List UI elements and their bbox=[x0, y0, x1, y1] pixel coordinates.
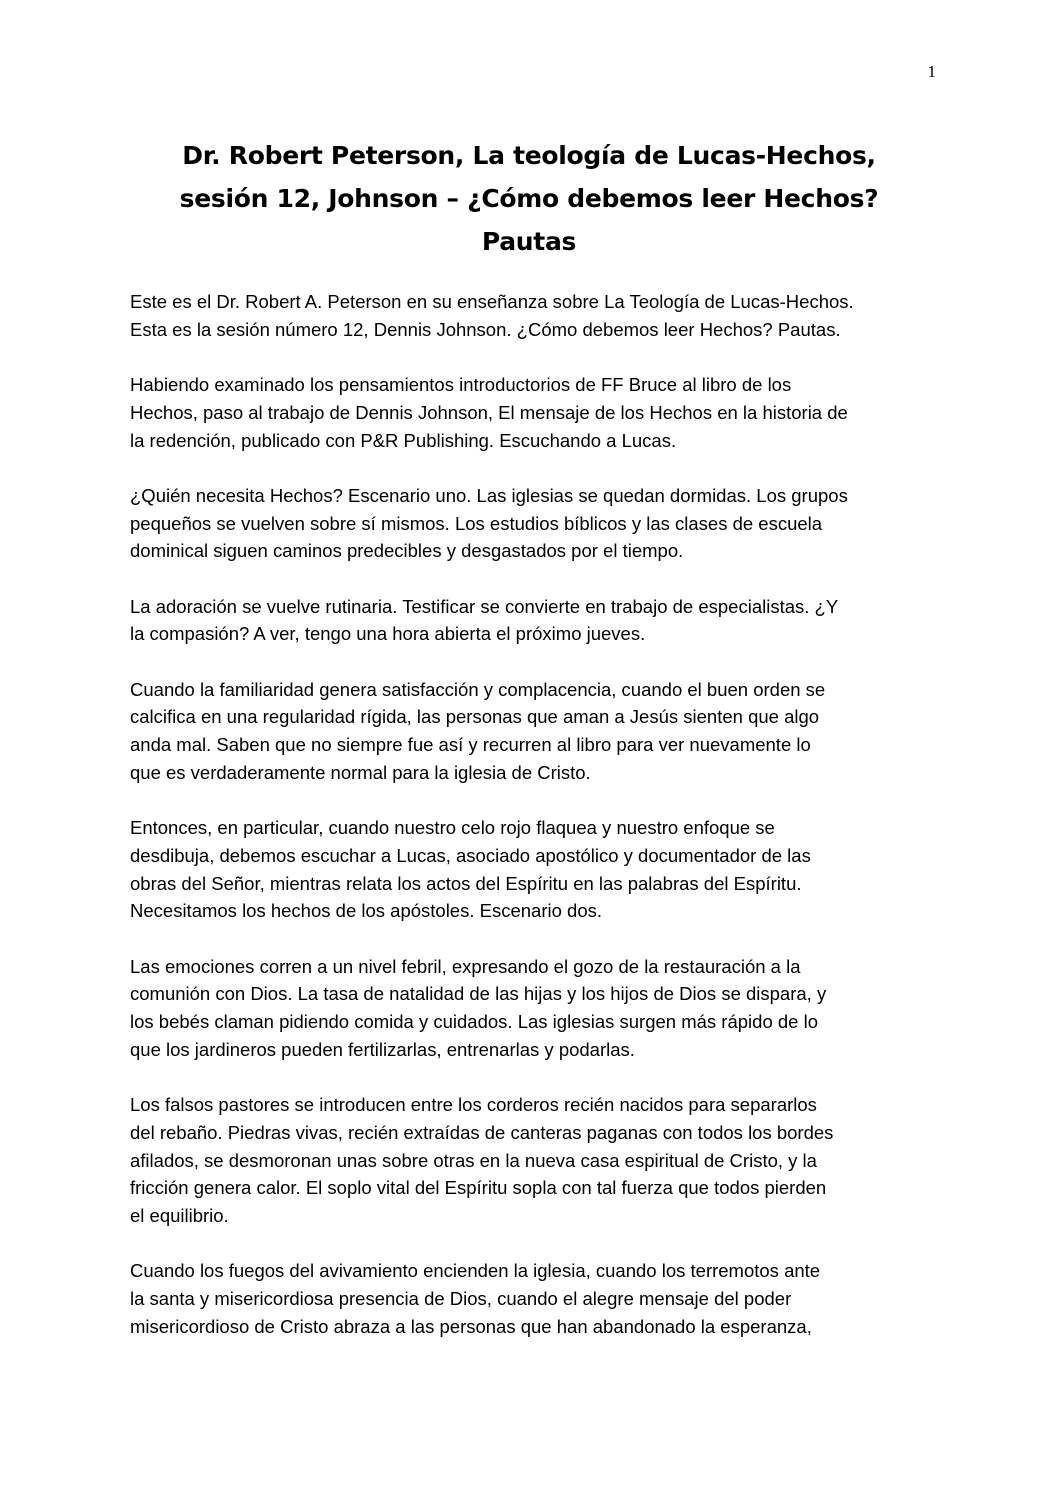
text-line: el equilibrio. bbox=[130, 1205, 229, 1227]
text-line: que los jardineros pueden fertilizarlas, entrenarlas y podarlas. bbox=[130, 1038, 635, 1060]
text-line: Necesitamos los hechos de los apóstoles. Escenario dos. bbox=[130, 900, 603, 922]
document-body bbox=[130, 288, 950, 1368]
paragraph bbox=[130, 1257, 950, 1340]
text-line: Las emociones corren a un nivel febril, expresando el gozo de la restauración a la bbox=[130, 955, 801, 977]
text-line: dominical siguen caminos predecibles y desgastados por el tiempo. bbox=[130, 540, 684, 562]
document-title bbox=[100, 134, 958, 263]
text-line: Esta es la sesión número 12, Dennis Johnson. ¿Cómo debemos leer Hechos? Pautas. bbox=[130, 318, 841, 340]
paragraph bbox=[130, 482, 950, 565]
text-line: pequeños se vuelven sobre sí mismos. Los estudios bíblicos y las clases de escuela bbox=[130, 512, 823, 534]
text-line: Entonces, en particular, cuando nuestro celo rojo flaquea y nuestro enfoque se bbox=[130, 817, 775, 839]
text-line: afilados, se desmoronan unas sobre otras en la nueva casa espiritual de Cristo, y la bbox=[130, 1149, 817, 1171]
paragraph bbox=[130, 371, 950, 454]
text-line: anda mal. Saben que no siempre fue así y recurren al libro para ver nuevamente lo bbox=[130, 734, 811, 756]
text-line: la santa y misericordiosa presencia de Dios, cuando el alegre mensaje del poder bbox=[130, 1288, 792, 1310]
text-line: comunión con Dios. La tasa de natalidad de las hijas y los hijos de Dios se dispara, y bbox=[130, 983, 827, 1005]
title-line: sesión 12, Johnson – ¿Cómo debemos leer Hechos? bbox=[179, 184, 879, 213]
text-line: Cuando la familiaridad genera satisfacción y complacencia, cuando el buen orden se bbox=[130, 678, 826, 700]
paragraph bbox=[130, 814, 950, 925]
text-line: misericordioso de Cristo abraza a las personas que han abandonado la esperanza, bbox=[130, 1315, 812, 1337]
text-line: ¿Quién necesita Hechos? Escenario uno. Las iglesias se quedan dormidas. Los grupos bbox=[130, 484, 848, 506]
paragraph bbox=[130, 953, 950, 1064]
title-line: Dr. Robert Peterson, La teología de Lucas-Hechos, bbox=[182, 141, 876, 170]
title-line: Pautas bbox=[481, 227, 577, 256]
text-line: fricción genera calor. El soplo vital del Espíritu sopla con tal fuerza que todos pierden bbox=[130, 1177, 827, 1199]
paragraph bbox=[130, 1091, 950, 1230]
paragraph bbox=[130, 676, 950, 787]
text-line: La adoración se vuelve rutinaria. Testificar se convierte en trabajo de especialistas. ¿Y bbox=[130, 595, 839, 617]
text-line: Este es el Dr. Robert A. Peterson en su enseñanza sobre La Teología de Lucas-Hechos. bbox=[130, 291, 854, 312]
text-line: Habiendo examinado los pensamientos introductorios de FF Bruce al libro de los bbox=[130, 374, 792, 396]
text-line: los bebés claman pidiendo comida y cuidados. Las iglesias surgen más rápido de lo bbox=[130, 1011, 818, 1033]
text-line: calcifica en una regularidad rígida, las personas que aman a Jesús sienten que algo bbox=[130, 706, 820, 728]
paragraph bbox=[130, 288, 950, 343]
text-line: la compasión? A ver, tengo una hora abierta el próximo jueves. bbox=[130, 623, 646, 645]
text-line: Hechos, paso al trabajo de Dennis Johnson, El mensaje de los Hechos en la historia de bbox=[130, 401, 848, 423]
text-line: Cuando los fuegos del avivamiento encienden la iglesia, cuando los terremotos ante bbox=[130, 1260, 821, 1282]
page-number: 1 bbox=[927, 62, 936, 81]
text-line: del rebaño. Piedras vivas, recién extraídas de canteras paganas con todos los bordes bbox=[130, 1121, 834, 1143]
paragraph bbox=[130, 593, 950, 648]
text-line: que es verdaderamente normal para la iglesia de Cristo. bbox=[130, 761, 591, 783]
text-line: obras del Señor, mientras relata los actos del Espíritu en las palabras del Espíritu. bbox=[130, 872, 802, 894]
text-line: Los falsos pastores se introducen entre los corderos recién nacidos para separarlos bbox=[130, 1094, 817, 1116]
text-line: desdibuja, debemos escuchar a Lucas, asociado apostólico y documentador de las bbox=[130, 844, 811, 866]
text-line: la redención, publicado con P&R Publishing. Escuchando a Lucas. bbox=[130, 429, 677, 451]
